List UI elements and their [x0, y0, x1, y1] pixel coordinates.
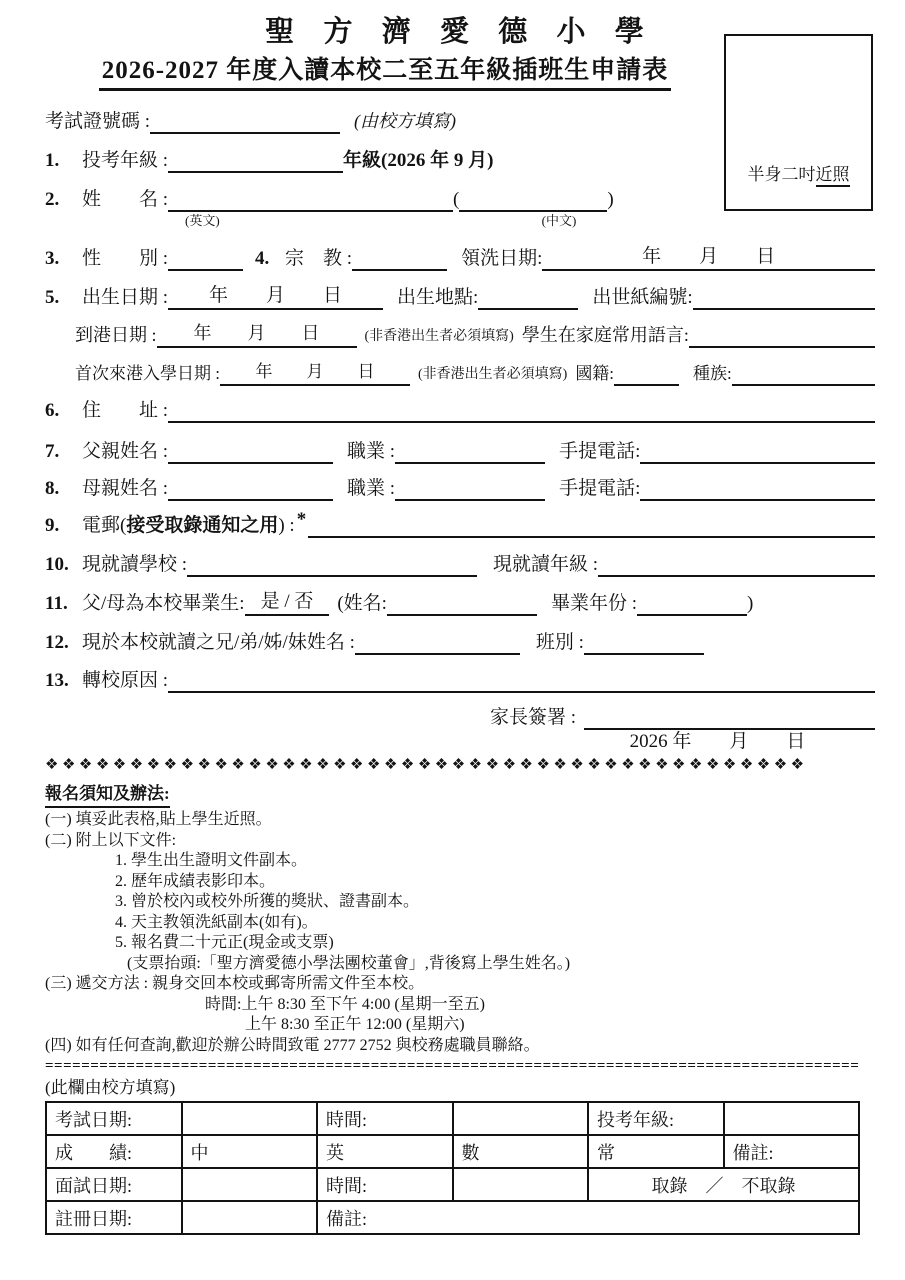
interview-date-label: 面試日期: — [46, 1168, 182, 1201]
exam-date-value — [182, 1102, 318, 1135]
q3-gender-blank — [168, 244, 243, 271]
signature-blank — [584, 703, 875, 730]
apply-grade-value — [724, 1102, 860, 1135]
q7-father-name-blank — [168, 437, 333, 464]
exam-number-note: (由校方填寫) — [354, 111, 457, 131]
note-line-4: 2. 歷年成績表影印本。 — [115, 872, 276, 890]
q6-number: 6. — [45, 400, 60, 421]
q8-phone-label: 手提電話: — [559, 478, 641, 499]
q5-birthplace-blank — [478, 283, 578, 310]
q9-row — [45, 511, 875, 538]
exam-number-label: 考試證號碼 : — [45, 111, 151, 132]
q5-nationality-label: 國籍: — [575, 364, 615, 383]
q3-number: 3. — [45, 248, 60, 269]
table-row-interview — [46, 1168, 859, 1201]
q5-cert-blank — [693, 283, 875, 310]
school-name: 聖 方 濟 愛 德 小 學 — [265, 16, 655, 48]
q5-row — [45, 283, 875, 310]
photo-label-prefix: 半身二吋 — [747, 165, 816, 184]
q5-race-label: 種族: — [693, 364, 732, 383]
q5-language-label: 學生在家庭常用語言: — [521, 325, 689, 345]
q5-hk-note: (非香港出生者必須填寫) — [364, 329, 514, 344]
q13-reason-blank — [168, 666, 875, 693]
form-title: 2026-2027 年度入讀本校二至五年級插班生申請表 — [99, 56, 672, 91]
q11-label: 父/母為本校畢業生: — [82, 593, 245, 614]
q11-grad-year-label: 畢業年份 : — [550, 593, 637, 614]
note-line-10: 時間:上午 8:30 至下午 4:00 (星期一至五) — [205, 995, 485, 1013]
q2-english-caption: (英文) — [185, 213, 220, 228]
note-line-8: (支票抬頭:「聖方濟愛德小學法團校董會」,背後寫上學生姓名。) — [127, 954, 571, 972]
q1-grade-blank — [168, 146, 343, 173]
note-line-6: 4. 天主教領洗紙副本(如有)。 — [115, 913, 318, 931]
equals-divider: ========================================================================================== — [45, 1058, 860, 1074]
interview-time-value — [453, 1168, 589, 1201]
apply-grade-label: 投考年級: — [588, 1102, 724, 1135]
q5-arrival-label: 到港日期 : — [75, 325, 157, 345]
q5-first-school-label: 首次來港入學日期 : — [75, 364, 220, 383]
note-line-3: 1. 學生出生證明文件副本。 — [115, 852, 308, 869]
signature-row — [490, 703, 875, 730]
notes-heading: 報名須知及辦法: — [45, 782, 170, 808]
q11-grad-year-blank — [637, 589, 747, 616]
q5-cert-label: 出世紙編號: — [592, 287, 693, 308]
q7-number: 7. — [45, 441, 60, 462]
q10-number: 10. — [45, 554, 69, 575]
q7-phone-label: 手提電話: — [559, 441, 641, 462]
table-row-score — [46, 1135, 859, 1168]
q5-arrival-row — [45, 321, 875, 348]
q2-label: 姓 名 : — [82, 189, 169, 210]
q7-phone-blank — [640, 437, 875, 464]
q12-class-label: 班別 : — [535, 632, 584, 653]
q9-number: 9. — [45, 515, 60, 536]
q5-hk-note-2: (非香港出生者必須填寫) — [417, 367, 568, 382]
q13-row — [45, 666, 875, 693]
q5-first-school-date-blank: 年 月 日 — [220, 359, 410, 386]
register-remark-label: 備註: — [317, 1201, 859, 1234]
q2-name-en-blank — [168, 185, 453, 212]
q1-label: 投考年級 : — [82, 150, 169, 171]
q5-language-blank — [689, 321, 875, 348]
photo-box-label — [726, 160, 871, 185]
q3-q4-row — [45, 244, 875, 271]
exam-time-label: 時間: — [317, 1102, 453, 1135]
q13-number: 13. — [45, 670, 69, 691]
q4-baptism-label: 領洗日期: — [461, 248, 543, 269]
q9-label-bold: 接受取錄通知之用 — [126, 515, 279, 536]
q11-number: 11. — [45, 593, 68, 614]
q10-school-blank — [187, 550, 477, 577]
q12-row — [45, 628, 875, 655]
note-line-5: 3. 曾於校內或校外所獲的獎狀、證書副本。 — [115, 893, 420, 910]
q12-class-blank — [584, 628, 704, 655]
q5-number: 5. — [45, 287, 60, 308]
q10-grade-label: 現就讀年級 : — [493, 554, 599, 575]
photo-label-underlined: 近照 — [816, 165, 850, 187]
q2-number: 2. — [45, 189, 60, 210]
q6-address-blank — [168, 396, 875, 423]
note-line-2: (二) 附上以下文件: — [45, 831, 177, 849]
office-only-note: (此欄由校方填寫) — [45, 1078, 176, 1097]
q11-row — [45, 589, 875, 616]
q8-number: 8. — [45, 478, 60, 499]
q2-paren-close: ) — [607, 189, 614, 210]
q5-nationality-blank — [614, 359, 679, 386]
note-line-11: 上午 8:30 至正午 12:00 (星期六) — [245, 1016, 465, 1033]
signature-block — [490, 703, 875, 754]
q11-yes-no: 是 / 否 — [245, 589, 330, 616]
q8-row — [45, 474, 875, 501]
score-chinese: 中 — [182, 1135, 318, 1168]
q4-baptism-date-blank: 年 月 日 — [542, 244, 875, 271]
q2-sublabels — [45, 212, 875, 230]
q13-label: 轉校原因 : — [82, 670, 169, 691]
score-general: 常 — [588, 1135, 724, 1168]
register-date-label: 註冊日期: — [46, 1201, 182, 1234]
q9-email-blank — [308, 511, 875, 538]
q9-label-post: ) : — [278, 515, 295, 536]
note-line-9: (三) 遞交方法 : 親身交回本校或郵寄所需文件至本校。 — [45, 975, 425, 992]
q5-race-blank — [732, 359, 875, 386]
q1-number: 1. — [45, 150, 60, 171]
q2-chinese-caption: (中文) — [541, 213, 577, 228]
q8-label: 母親姓名 : — [82, 478, 169, 499]
q5-label: 出生日期 : — [82, 287, 169, 308]
photo-box — [724, 34, 873, 211]
score-english: 英 — [317, 1135, 453, 1168]
q7-occupation-label: 職業 : — [347, 441, 396, 462]
q9-asterisk: * — [296, 509, 307, 530]
q10-label: 現就讀學校 : — [82, 554, 188, 575]
diamond-separator: ❖❖❖❖❖❖❖❖❖❖❖❖❖❖❖❖❖❖❖❖❖❖❖❖❖❖❖❖❖❖❖❖❖❖❖❖❖❖❖❖❖❖❖❖❖ — [45, 757, 808, 773]
register-date-value — [182, 1201, 318, 1234]
q10-row — [45, 550, 875, 577]
table-row-register — [46, 1201, 859, 1234]
exam-date-label: 考試日期: — [46, 1102, 182, 1135]
q6-label: 住 址 : — [82, 400, 169, 421]
admit-result: 取錄 ／ 不取錄 — [588, 1168, 859, 1201]
q7-occupation-blank — [395, 437, 545, 464]
interview-date-value — [182, 1168, 318, 1201]
score-math: 數 — [453, 1135, 589, 1168]
q9-label-pre: 電郵( — [82, 515, 127, 536]
q7-label: 父親姓名 : — [82, 441, 169, 462]
q6-row — [45, 396, 875, 423]
exam-number-blank — [150, 107, 340, 134]
q8-phone-blank — [640, 474, 875, 501]
q5-birthplace-label: 出生地點: — [397, 287, 479, 308]
q3-label: 性 別 : — [82, 248, 169, 269]
q8-mother-name-blank — [168, 474, 333, 501]
q5-birthdate-blank: 年 月 日 — [168, 283, 383, 310]
q12-number: 12. — [45, 632, 69, 653]
note-line-7: 5. 報名費二十元正(現金或支票) — [115, 934, 334, 951]
q4-number: 4. — [255, 248, 270, 269]
exam-time-value — [453, 1102, 589, 1135]
office-use-table — [45, 1101, 860, 1235]
q11-paren-close: ) — [746, 593, 754, 614]
score-label: 成 績: — [46, 1135, 182, 1168]
q4-religion-blank — [352, 244, 447, 271]
q7-row — [45, 437, 875, 464]
q2-name-zh-blank — [459, 185, 607, 212]
signature-label: 家長簽署 : — [490, 707, 577, 728]
q2-paren-open: ( — [453, 189, 460, 210]
notes-heading-row — [45, 782, 875, 808]
q11-name-open: (姓名: — [337, 593, 387, 614]
table-row-exam — [46, 1102, 859, 1135]
q5-arrival-date-blank: 年 月 日 — [157, 321, 357, 348]
q8-occupation-blank — [395, 474, 545, 501]
q11-name-blank — [387, 589, 537, 616]
q4-label: 宗 教 : — [285, 248, 353, 269]
q5-first-school-row — [45, 359, 875, 386]
q12-label: 現於本校就讀之兄/弟/姊/妹姓名 : — [82, 632, 355, 653]
q1-suffix: 年級(2026 年 9 月) — [343, 150, 494, 171]
note-line-1: (一) 填妥此表格,貼上學生近照。 — [45, 811, 272, 828]
q8-occupation-label: 職業 : — [347, 478, 396, 499]
q10-grade-blank — [598, 550, 875, 577]
interview-time-label: 時間: — [317, 1168, 453, 1201]
note-line-12: (四) 如有任何查詢,歡迎於辦公時間致電 2777 2752 與校務處職員聯絡。 — [45, 1036, 540, 1054]
signature-date: 2026 年 月 日 — [629, 731, 806, 752]
q12-sibling-name-blank — [355, 628, 520, 655]
score-remark-label: 備註: — [724, 1135, 860, 1168]
